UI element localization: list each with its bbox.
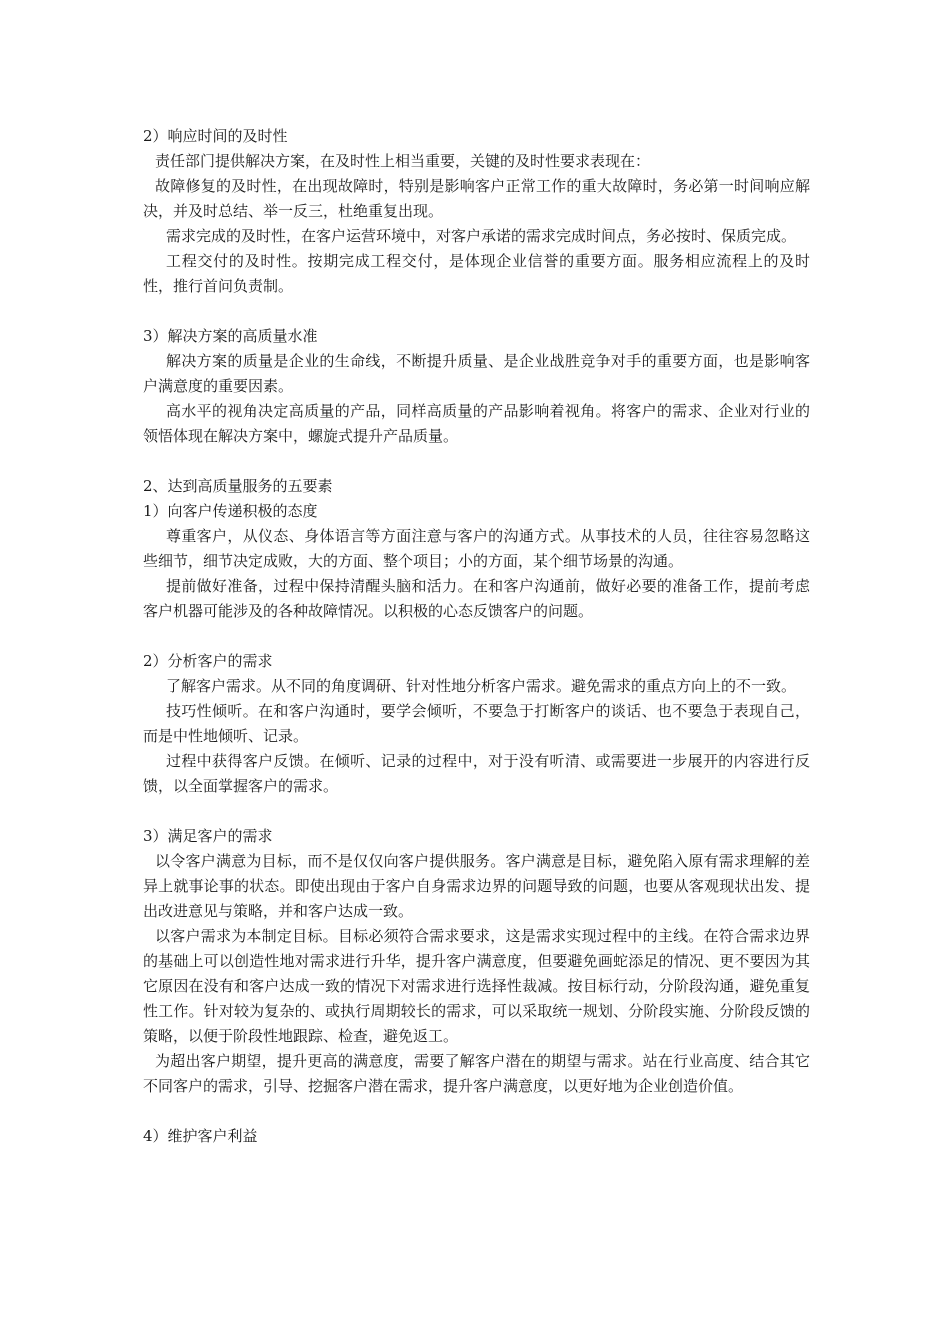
section-heading: 3）解决方案的高质量水准 [143,327,318,345]
paragraph: 工程交付的及时性。按期完成工程交付，是体现企业信誉的重要方面。服务相应流程上的及时性，推行首问负责制。 [143,252,810,295]
section-heading: 2）响应时间的及时性 [143,127,288,145]
paragraph: 解决方案的质量是企业的生命线，不断提升质量、是企业战胜竞争对手的重要方面，也是影响客户满意度的重要因素。 [143,352,810,395]
spacer [143,799,810,824]
section-heading: 1）向客户传递积极的态度 [143,502,318,520]
spacer [143,449,810,474]
paragraph: 责任部门提供解决方案，在及时性上相当重要，关键的及时性要求表现在： [155,152,651,170]
paragraph: 尊重客户，从仪态、身体语言等方面注意与客户的沟通方式。从事技术的人员，往往容易忽略这些细节，细节决定成败，大的方面、整个项目；小的方面，某个细节场景的沟通。 [143,527,810,570]
document-body [143,124,810,1149]
section-heading: 2）分析客户的需求 [143,652,273,670]
paragraph: 过程中获得客户反馈。在倾听、记录的过程中，对于没有听清、或需要进一步展开的内容进行反馈，以全面掌握客户的需求。 [143,752,810,795]
spacer [143,624,810,649]
section-heading: 4）维护客户利益 [143,1127,258,1145]
paragraph: 提前做好准备，过程中保持清醒头脑和活力。在和客户沟通前，做好必要的准备工作，提前考虑客户机器可能涉及的各种故障情况。以积极的心态反馈客户的问题。 [143,577,810,620]
paragraph: 以令客户满意为目标，而不是仅仅向客户提供服务。客户满意是目标，避免陷入原有需求理解的差异上就事论事的状态。即使出现由于客户自身需求边界的问题导致的问题，也要从客观现状出发、提出改进意见与策略，并和客户达成一致。 [143,852,810,920]
section-heading: 3）满足客户的需求 [143,827,273,845]
paragraph: 了解客户需求。从不同的角度调研、针对性地分析客户需求。避免需求的重点方向上的不一致。 [166,677,797,695]
paragraph: 以客户需求为本制定目标。目标必须符合需求要求，这是需求实现过程中的主线。在符合需求边界的基础上可以创造性地对需求进行升华，提升客户满意度，但要避免画蛇添足的情况、更不要因为其它原因在没有和客户达成一致的情况下对需求进行选择性裁减。按目标行动，分阶段沟通，避免重复性工作。针对较为复杂的、或执行周期较长的需求，可以采取统一规划、分阶段实施、分阶段反馈的策略，以便于阶段性地跟踪、检查，避免返工。 [143,927,810,1045]
paragraph: 技巧性倾听。在和客户沟通时，要学会倾听，不要急于打断客户的谈话、也不要急于表现自己，而是中性地倾听、记录。 [143,702,810,745]
paragraph: 需求完成的及时性，在客户运营环境中，对客户承诺的需求完成时间点，务必按时、保质完成。 [166,227,797,245]
paragraph: 为超出客户期望，提升更高的满意度，需要了解客户潜在的期望与需求。站在行业高度、结合其它不同客户的需求，引导、挖掘客户潜在需求，提升客户满意度，以更好地为企业创造价值。 [143,1052,810,1095]
spacer [143,1099,810,1124]
spacer [143,299,810,324]
chapter-heading: 2、达到高质量服务的五要素 [143,477,333,495]
paragraph: 高水平的视角决定高质量的产品，同样高质量的产品影响着视角。将客户的需求、企业对行业的领悟体现在解决方案中，螺旋式提升产品质量。 [143,402,810,445]
paragraph: 故障修复的及时性，在出现故障时，特别是影响客户正常工作的重大故障时，务必第一时间响应解决，并及时总结、举一反三，杜绝重复出现。 [143,177,810,220]
